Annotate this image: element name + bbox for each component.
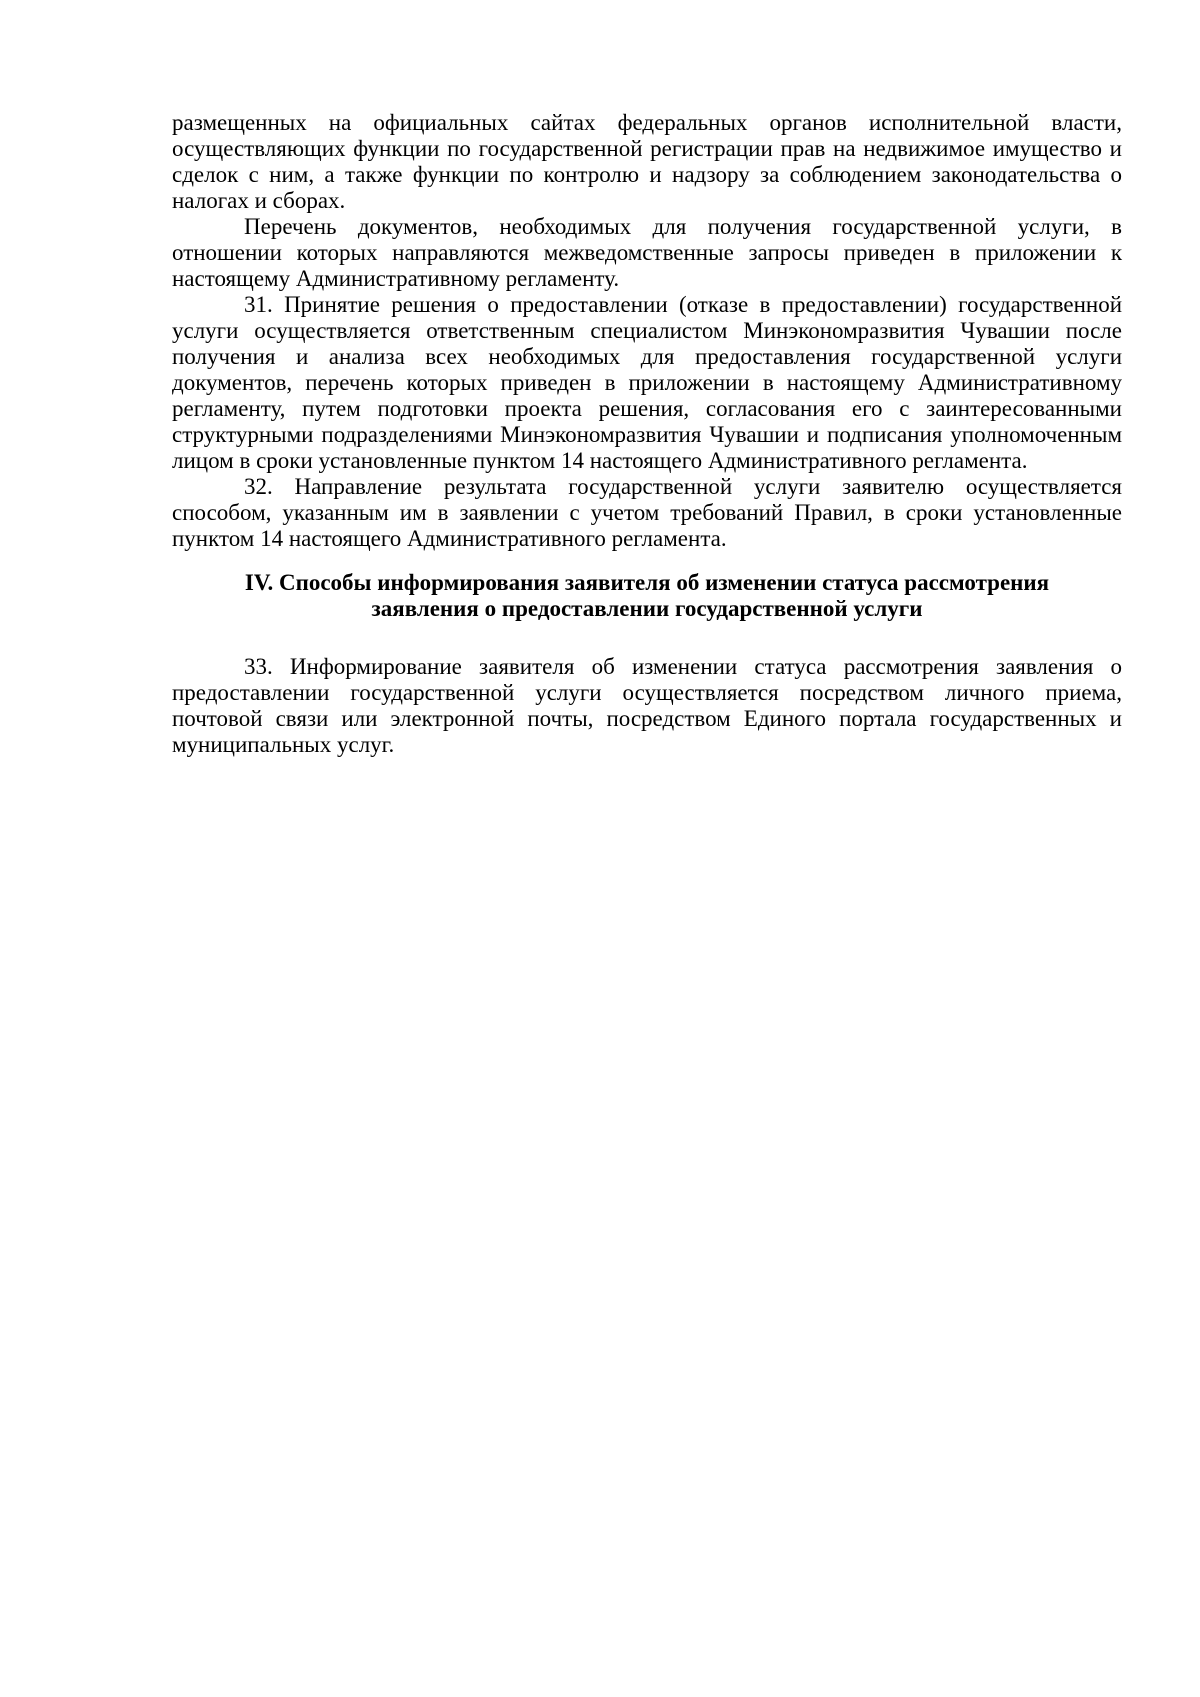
section-heading <box>172 570 1122 622</box>
section-heading-line-1: IV. Способы информирования заявителя об изменении статуса рассмотрения <box>244 570 1050 595</box>
paragraph-32: 32. Направление результата государственной услуги заявителю осуществляется способом, указанным им в заявлении с учетом требований Правил, в сроки установленные пунктом 14 настоящего Административного регламента. <box>172 474 1122 551</box>
paragraph-31: 31. Принятие решения о предоставлении (отказе в предоставлении) государственной услуги осуществляется ответственным специалистом Минэкономразвития Чувашии после получения и анализа всех необходимых для предоставления государственной услуги документов, перечень которых приведен в приложении в настоящему Административному регламенту, путем подготовки проекта решения, согласования его с заинтересованными структурными подразделениями Минэкономразвития Чувашии и подписания уполномоченным лицом в сроки установленные пунктом 14 настоящего Административного регламента. <box>172 292 1122 473</box>
section-heading-line-2: заявления о предоставлении государственной услуги <box>371 596 923 621</box>
document-page <box>172 110 1122 758</box>
paragraph-continuation: размещенных на официальных сайтах федеральных органов исполнительной власти, осуществляющих функции по государственной регистрации прав на недвижимое имущество и сделок с ним, а также функции по контролю и надзору за соблюдением законодательства о налогах и сборах. <box>172 110 1122 213</box>
paragraph-33: 33. Информирование заявителя об изменении статуса рассмотрения заявления о предоставлении государственной услуги осуществляется посредством личного приема, почтовой связи или электронной почты, посредством Единого портала государственных и муниципальных услуг. <box>172 654 1122 757</box>
paragraph-document-list: Перечень документов, необходимых для получения государственной услуги, в отношении которых направляются межведомственные запросы приведен в приложении к настоящему Административному регламенту. <box>172 214 1122 291</box>
